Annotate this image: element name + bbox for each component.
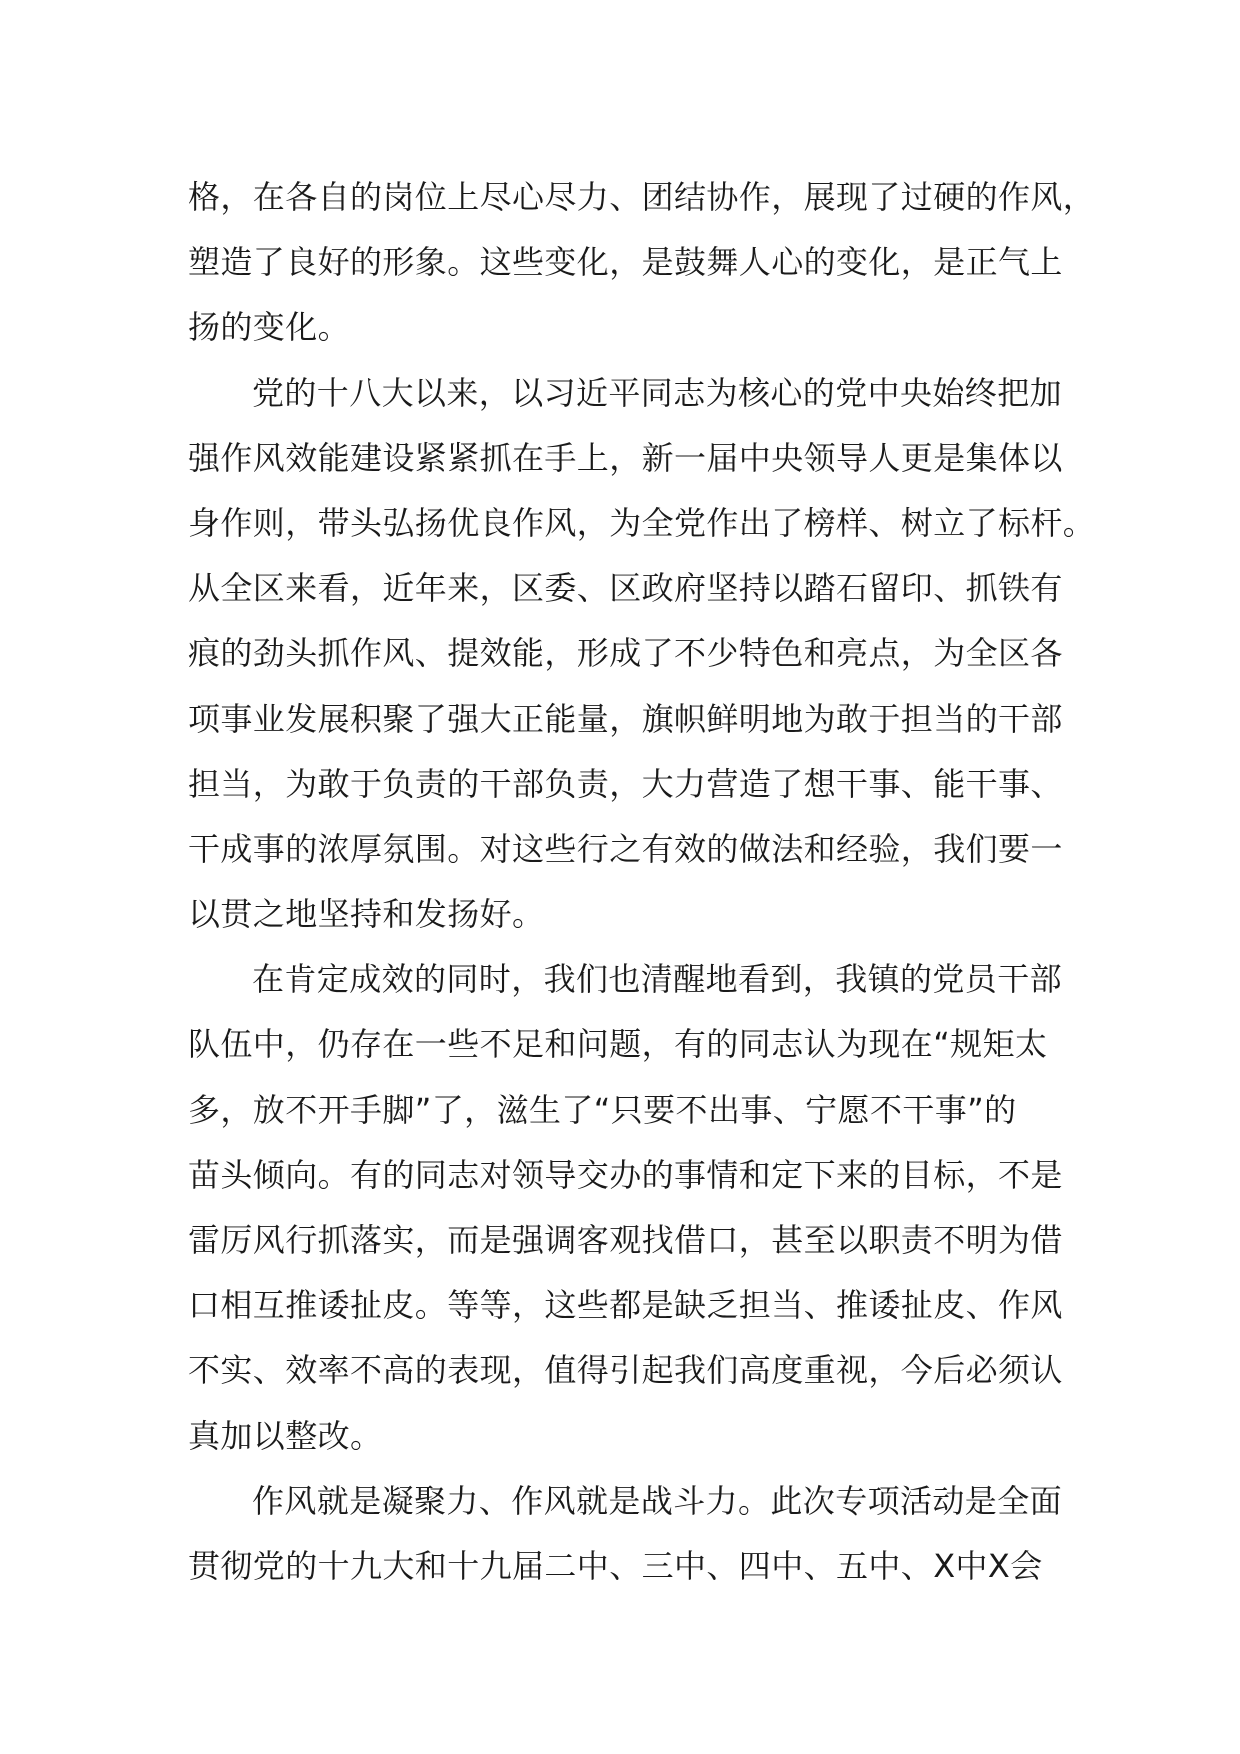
- text-line: 身作则，带头弘扬优良作风，为全党作出了榜样、树立了标杆。: [188, 503, 1096, 542]
- text-line: 干成事的浓厚氛围。对这些行之有效的做法和经验，我们要一: [188, 829, 1063, 868]
- text-line: 贯彻党的十九大和十九届二中、三中、四中、五中、X中X会: [188, 1546, 1043, 1585]
- text-line: 痕的劲头抓作风、提效能，形成了不少特色和亮点，为全区各: [188, 634, 1063, 673]
- text-line: 扬的变化。: [188, 308, 351, 347]
- text-line: 强作风效能建设紧紧抓在手上，新一届中央领导人更是集体以: [188, 438, 1063, 477]
- text-line: 雷厉风行抓落实，而是强调客观找借口，甚至以职责不明为借: [188, 1221, 1063, 1259]
- paragraph-first-line: 党的十八大以来，以习近平同志为核心的党中央始终把加: [252, 373, 1063, 412]
- text-line: 口相互推诿扯皮。等等，这些都是缺乏担当、推诿扯皮、作风: [188, 1286, 1063, 1325]
- text-line: 队伍中，仍存在一些不足和问题，有的同志认为现在“规矩太: [188, 1025, 1048, 1064]
- text-line: 格，在各自的岗位上尽心尽力、团结协作，展现了过硬的作风，: [188, 178, 1096, 216]
- paragraph-first-line: 在肯定成效的同时，我们也清醒地看到，我镇的党员干部: [252, 960, 1063, 999]
- text-line: 塑造了良好的形象。这些变化，是鼓舞人心的变化，是正气上: [188, 243, 1063, 282]
- text-line: 多，放不开手脚”了，滋生了“只要不出事、宁愿不干事”的: [188, 1090, 1017, 1129]
- text-line: 项事业发展积聚了强大正能量，旗帜鲜明地为敢于担当的干部: [188, 699, 1063, 738]
- text-line: 不实、效率不高的表现，值得引起我们高度重视，今后必须认: [188, 1351, 1063, 1390]
- text-line: 苗头倾向。有的同志对领导交办的事情和定下来的目标，不是: [188, 1155, 1063, 1194]
- text-line: 真加以整改。: [188, 1416, 383, 1455]
- body-text: [188, 165, 1096, 1599]
- paragraph-first-line: 作风就是凝聚力、作风就是战斗力。此次专项活动是全面: [252, 1481, 1063, 1520]
- text-line: 担当，为敢于负责的干部负责，大力营造了想干事、能干事、: [188, 764, 1063, 803]
- text-line: 以贯之地坚持和发扬好。: [188, 895, 545, 934]
- text-line: 从全区来看，近年来，区委、区政府坚持以踏石留印、抓铁有: [188, 569, 1063, 608]
